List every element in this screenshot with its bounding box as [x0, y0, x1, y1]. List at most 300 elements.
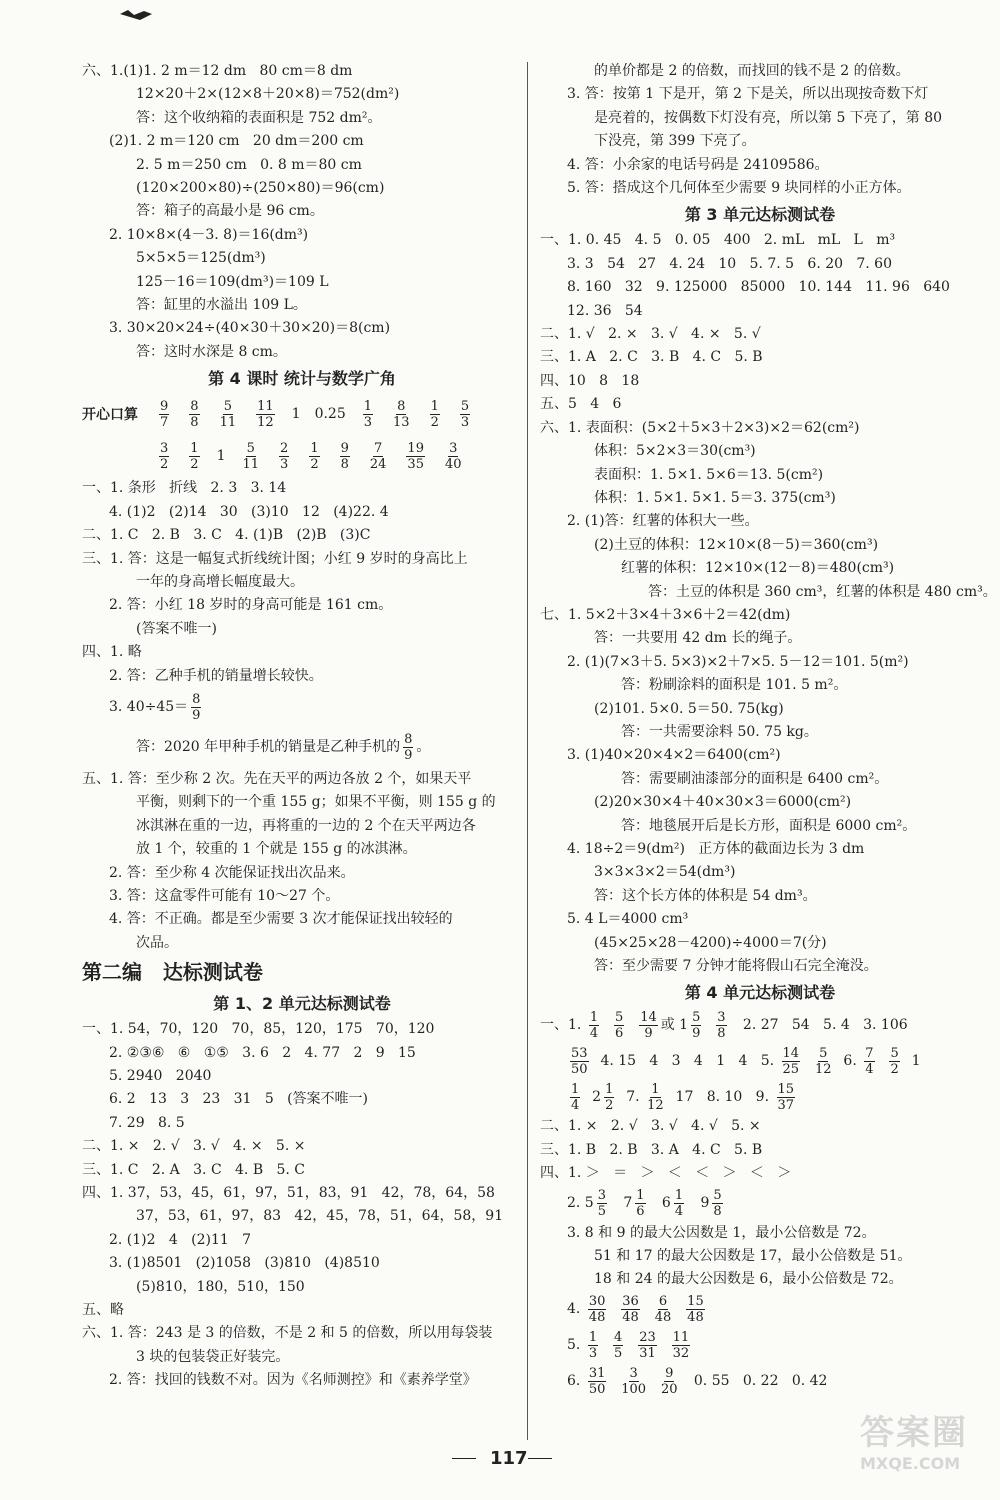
answer-line: 红薯的体积：12×10×(12－8)＝480(cm³)	[621, 560, 895, 577]
answer-line: 冰淇淋在重的一边，再将重的一边的 2 个在天平两边各	[136, 817, 476, 834]
page-number-dash-left	[452, 1458, 476, 1459]
answer-line: 答：这个收纳箱的表面积是 752 dm²。	[136, 109, 382, 126]
fraction	[570, 1082, 580, 1113]
mental-math-answer	[427, 399, 443, 430]
fraction	[460, 399, 470, 430]
fraction	[889, 1046, 899, 1077]
fraction	[674, 1188, 684, 1219]
line-text	[704, 1014, 713, 1037]
numerator: 5	[692, 1009, 701, 1025]
line-text: 或 1	[660, 1016, 689, 1033]
left-column	[82, 60, 522, 1393]
answer-line: 答：这时水深是 8 cm。	[136, 343, 287, 360]
answer-line: 六、1.(1)1. 2 m＝12 dm 80 cm＝8 dm	[82, 63, 353, 79]
mental-math-answer: 1	[291, 406, 301, 423]
answer-line: 二、1. × 2. √ 3. √ 4. √ 5. ×	[540, 1118, 761, 1135]
watermark-main: 答案圈	[860, 1413, 968, 1453]
line-text: 7	[610, 1194, 633, 1211]
fraction	[189, 399, 199, 430]
denominator: 8	[340, 456, 349, 472]
denominator: 35	[407, 456, 424, 472]
denominator: 7	[160, 414, 169, 430]
numerator: 5	[615, 1009, 624, 1025]
numerator: 1	[310, 440, 319, 456]
answer-line: 答：一共需要涂料 50. 75 kg。	[621, 723, 818, 740]
answer-line: 体积：1. 5×1. 5×1. 5＝3. 375(cm³)	[594, 489, 836, 506]
mental-math-answer	[156, 399, 172, 430]
denominator: 48	[654, 1310, 672, 1326]
denominator: 2	[160, 456, 169, 472]
answer-line: 3. 8 和 9 的最大公因数是 1，最小公倍数是 72。	[567, 1224, 876, 1241]
line-text	[878, 1050, 887, 1073]
mental-math-answer	[337, 441, 353, 472]
answer-line: 2. 答：小红 18 岁时的身高可能是 161 cm。	[109, 597, 393, 614]
line-text	[643, 1298, 652, 1321]
fraction	[635, 1188, 645, 1219]
answer-line: 7. 29 8. 5	[109, 1114, 185, 1131]
answer-line: 2. ②③⑥ ⑥ ①⑤ 3. 6 2 4. 77 2 9 15	[109, 1044, 416, 1061]
answer-line: 四、10 8 18	[540, 372, 640, 389]
answer-line: 答：需要刷油漆部分的面积是 6400 cm²。	[621, 770, 889, 787]
numerator: 3	[160, 440, 169, 456]
line-text: 5.	[567, 1337, 585, 1354]
answer-line: 答：土豆的体积是 360 cm³，红薯的体积是 480 cm³。	[648, 583, 997, 600]
fraction	[589, 1010, 599, 1041]
answer-line: 3. (1)40×20×4×2＝6400(cm²)	[567, 747, 781, 764]
answer-line: 3 块的包装袋正好装完。	[136, 1348, 290, 1365]
mental-math-answer	[239, 441, 262, 472]
answer-line: 3. 3 54 27 4. 24 10 5. 7. 5 6. 20 7. 60	[567, 255, 893, 272]
mental-math-answer: 1	[216, 448, 226, 465]
numerator: 5	[460, 398, 470, 414]
answer-line: 一、1. 0. 45 4. 5 0. 05 400 2. mL mL L m³	[540, 232, 896, 249]
mental-math-answer	[217, 399, 240, 430]
fraction	[279, 441, 289, 472]
fraction	[782, 1046, 801, 1077]
answer-line: 一、1. 54，70，120 70，85，120，175 70，120	[82, 1021, 435, 1038]
numerator: 14	[782, 1045, 800, 1061]
numerator: 8	[397, 398, 406, 414]
watermark-url: MXQE.COM	[860, 1454, 961, 1473]
denominator: 37	[777, 1097, 795, 1113]
numerator: 8	[192, 692, 201, 708]
numerator: 7	[374, 440, 383, 456]
numerator: 1	[589, 1009, 599, 1025]
answer-line: 3×3×3×2＝54(dm³)	[594, 864, 736, 881]
answer-line: 平衡，则剩下的一个重 155 g；如果不平衡，则 155 g 的	[136, 794, 496, 811]
answer-line: 二、1. × 2. √ 3. √ 4. × 5. ×	[82, 1138, 306, 1155]
denominator: 6	[615, 1025, 624, 1041]
line-text: 6.	[834, 1052, 862, 1069]
answer-line: 体积：5×2×3＝30(cm³)	[594, 443, 756, 460]
answer-line: 答：缸里的水溢出 109 L。	[136, 297, 307, 314]
line-text	[626, 1334, 635, 1357]
numerator: 1	[190, 440, 199, 456]
line-text	[803, 1050, 812, 1073]
answer-line: 3. (1)8501 (2)1058 (3)810 (4)8510	[109, 1255, 380, 1272]
answer-line: 3. 答：这盒零件可能有 10～27 个。	[109, 887, 340, 904]
denominator: 48	[588, 1310, 606, 1326]
numerator: 3	[629, 1366, 638, 1382]
numerator: 1	[674, 1188, 684, 1204]
denominator: 6	[636, 1204, 645, 1220]
denominator: 4	[589, 1025, 599, 1041]
answer-line	[540, 1043, 980, 1079]
answer-line: 2. 5 m＝250 cm 0. 8 m＝80 cm	[136, 156, 362, 173]
fraction	[406, 441, 425, 472]
answer-line: (5)810，180，510，150	[136, 1278, 305, 1295]
mental-math-label: 开心口算	[82, 407, 138, 424]
denominator: 2	[310, 456, 319, 472]
numerator: 4	[614, 1330, 623, 1346]
answer-line: 3. 答：按第 1 下是开，第 2 下是关，所以出现按奇数下灯	[567, 86, 929, 103]
answer-line: 三、1. B 2. B 3. A 4. C 5. B	[540, 1141, 763, 1158]
line-text	[627, 1014, 636, 1037]
line-text	[660, 1334, 669, 1357]
line-text: 17 8. 10 9.	[666, 1088, 774, 1105]
line-text	[601, 1334, 610, 1357]
denominator: 12	[257, 414, 274, 430]
line-text	[609, 1370, 618, 1393]
line-text: 4. 15 4 3 4 1 4 5.	[591, 1052, 779, 1069]
numerator: 9	[160, 398, 169, 414]
fraction	[393, 399, 410, 430]
denominator: 3	[460, 414, 470, 430]
fraction	[159, 441, 169, 472]
fraction	[445, 441, 462, 472]
denominator: 24	[369, 456, 387, 472]
answer-line: 4. 答：小余家的电话号码是 24109586。	[567, 156, 829, 173]
mental-math-answer	[306, 441, 322, 472]
page-number: 117	[490, 1448, 528, 1469]
denominator: 4	[674, 1204, 684, 1220]
denominator: 2	[430, 414, 439, 430]
denominator: 11	[242, 456, 260, 472]
answer-line: 三、1. C 2. A 3. C 4. B 5. C	[82, 1161, 305, 1178]
numerator: 1	[571, 1081, 580, 1097]
answer-line	[540, 1186, 980, 1222]
answer-line: 四、1. ＞ ＝ ＞ ＜ ＜ ＞ ＜ ＞	[540, 1165, 792, 1182]
mental-math-answer	[457, 399, 473, 430]
fraction	[716, 1010, 726, 1041]
answer-line: (2)1. 2 m＝120 cm 20 dm＝200 cm	[109, 133, 364, 150]
answer-line: 4. 答：不正确。都是至少需要 3 次才能保证找出较轻的	[109, 911, 453, 928]
section-heading: 第 3 单元达标测试卷	[684, 205, 836, 225]
fraction	[655, 1294, 672, 1325]
answer-line: 答：至少需要 7 分钟才能将假山石完全淹没。	[594, 958, 878, 975]
answer-line: 六、1. 答：243 是 3 的倍数，不是 2 和 5 的倍数，所以用每袋装	[82, 1325, 493, 1342]
fraction	[588, 1294, 607, 1325]
answer-line: 2. 答：乙种手机的销量增长较快。	[109, 667, 323, 684]
fraction	[712, 1188, 722, 1219]
answer-line: 18 和 24 的最大公因数是 6，最小公倍数是 72。	[594, 1271, 903, 1288]
answer-line: 次品。	[136, 934, 178, 951]
fraction	[672, 1330, 691, 1361]
denominator: 50	[588, 1382, 606, 1398]
answer-line: 12. 36 54	[567, 302, 643, 319]
mental-math-answer	[276, 441, 292, 472]
fraction	[588, 1330, 598, 1361]
denominator: 2	[890, 1061, 899, 1077]
line-text: 4.	[567, 1301, 585, 1318]
line-text: 1	[902, 1052, 921, 1069]
denominator: 5	[614, 1346, 623, 1362]
fraction	[621, 1366, 646, 1397]
fraction	[815, 1046, 832, 1077]
numerator: 14	[640, 1009, 657, 1025]
answer-line: 的单价都是 2 的倍数，而找回的钱不是 2 的倍数。	[594, 63, 910, 79]
answer-line: 2. (1)(7×3＋5. 5×3)×2＋7×5. 5－12＝101. 5(m²)	[567, 653, 909, 670]
fraction	[639, 1010, 658, 1041]
line-text: 6.	[567, 1373, 585, 1390]
numerator: 11	[672, 1330, 690, 1346]
numerator: 1	[363, 398, 373, 414]
answer-line	[540, 1079, 980, 1115]
numerator: 3	[449, 440, 458, 456]
answer-line: 2. 答：找回的钱数不对。因为《名师测控》和《素养学堂》	[109, 1372, 477, 1389]
numerator: 6	[658, 1294, 668, 1310]
mental-math-row	[82, 393, 522, 435]
mental-math-answer	[186, 399, 202, 430]
numerator: 19	[407, 440, 424, 456]
denominator: 25	[782, 1061, 800, 1077]
line-text: 7.	[617, 1088, 645, 1105]
fraction	[363, 399, 373, 430]
answer-line: 12×20＋2×(12×8＋20×8)＝752(dm²)	[136, 86, 400, 103]
answer-line: 是亮着的，按偶数下灯没有亮，所以第 5 下亮了，第 80	[594, 109, 943, 126]
denominator: 11	[219, 414, 237, 430]
answer-line: 6. 2 13 3 23 31 5 (答案不唯一)	[109, 1091, 368, 1108]
mental-math-row	[82, 435, 522, 477]
answer-line: (120×200×80)÷(250×80)＝96(cm)	[136, 180, 385, 197]
denominator: 8	[713, 1204, 722, 1220]
denominator: 8	[717, 1025, 726, 1041]
denominator: 48	[622, 1310, 639, 1326]
section-heading: 第 4 课时 统计与数学广角	[208, 369, 396, 389]
denominator: 20	[661, 1382, 678, 1398]
answer-line: 一、1. 条形 折线 2. 3 3. 14	[82, 480, 287, 497]
answer-line: 三、1. A 2. C 3. B 4. C 5. B	[540, 349, 763, 366]
section-heading: 第 1、2 单元达标测试卷	[213, 994, 391, 1014]
numerator: 2	[280, 440, 289, 456]
numerator: 3	[597, 1188, 606, 1204]
answer-line	[540, 1007, 980, 1043]
numerator: 1	[588, 1330, 598, 1346]
answer-line: 四、1. 37，53，45，61，97，51，83，91 42，78，64，58	[82, 1185, 495, 1202]
answer-line: 125－16＝109(dm³)＝109 L	[136, 273, 329, 290]
answer-line: 五、1. 答：至少称 2 次。先在天平的两边各放 2 个，如果天平	[82, 770, 472, 787]
answer-line: (2)101. 5×0. 5＝50. 75(kg)	[594, 700, 784, 717]
fraction	[604, 1082, 614, 1113]
line-text: 6	[648, 1194, 671, 1211]
line-text: 9	[687, 1194, 710, 1211]
answer-line: 答：粉刷涂料的面积是 101. 5 m²。	[621, 677, 848, 694]
answer-line: 答：一共要用 42 dm 长的绳子。	[594, 630, 802, 647]
line-text	[649, 1370, 658, 1393]
numerator: 31	[588, 1366, 606, 1382]
mental-math-answer	[186, 441, 202, 472]
fraction	[191, 692, 201, 723]
fraction	[597, 1188, 607, 1219]
line-text: 2. 27 54 5. 4 3. 106	[729, 1016, 908, 1033]
answer-line	[82, 728, 522, 768]
fraction	[340, 441, 350, 472]
answer-line	[540, 1364, 980, 1400]
denominator: 9	[692, 1025, 701, 1041]
numerator: 5	[890, 1045, 899, 1061]
answer-line: 三、1. 答：这是一幅复式折线统计图；小红 9 岁时的身高比上	[82, 550, 468, 567]
answer-line: 六、1. 表面积：(5×2＋5×3＋2×3)×2＝62(cm²)	[540, 419, 860, 436]
numerator: 5	[713, 1188, 722, 1204]
numerator: 5	[246, 440, 255, 456]
denominator: 48	[687, 1310, 704, 1326]
mental-math-answer	[156, 441, 172, 472]
fraction	[864, 1046, 874, 1077]
fraction	[570, 1046, 589, 1077]
fraction	[309, 441, 319, 472]
fraction	[403, 732, 413, 763]
answer-line: 51 和 17 的最大公因数是 17，最小公倍数是 51。	[594, 1248, 912, 1265]
answer-line: (2)土豆的体积：12×10×(8－5)＝360(cm³)	[594, 536, 879, 553]
answer-line: 下没亮，第 399 下亮了。	[594, 133, 756, 150]
fraction	[370, 441, 387, 472]
numerator: 36	[622, 1294, 639, 1310]
answer-line: 一年的身高增长幅度最大。	[136, 573, 304, 590]
numerator: 8	[190, 398, 199, 414]
mental-math-answer	[442, 441, 465, 472]
fraction	[647, 1082, 664, 1113]
numerator: 1	[430, 398, 439, 414]
denominator: 40	[444, 456, 462, 472]
answer-line: 5×5×5＝125(dm³)	[136, 250, 266, 267]
denominator: 50	[571, 1061, 588, 1077]
answer-line	[540, 1292, 980, 1328]
answer-line: 答：箱子的高最小是 96 cm。	[136, 203, 324, 220]
answer-line: (答案不唯一)	[136, 620, 217, 637]
line-text: 0. 55 0. 22 0. 42	[680, 1373, 828, 1390]
answer-line: 37，53，61，97，83 42，45，78，51，64，58，91	[136, 1208, 504, 1225]
answer-line: 2. 答：至少称 4 次能保证找出次品来。	[109, 864, 355, 881]
column-divider	[527, 62, 528, 1440]
denominator: 2	[190, 456, 199, 472]
numerator: 23	[639, 1330, 656, 1346]
answer-line: 七、1. 5×2＋3×4＋3×6＋2＝42(dm)	[540, 606, 791, 623]
denominator: 9	[644, 1025, 653, 1041]
answer-line: 二、1. C 2. B 3. C 4. (1)B (2)B (3)C	[82, 527, 371, 544]
answer-line: 答：这个长方体的体积是 54 dm³。	[594, 887, 817, 904]
fraction	[159, 399, 169, 430]
answer-line: 4. 18÷2＝9(dm²) 正方体的截面边长为 3 dm	[567, 841, 865, 857]
numerator: 5	[819, 1045, 828, 1061]
mental-math-answer	[390, 399, 413, 430]
answer-line: 2. (1)答：红薯的体积大一些。	[567, 513, 759, 530]
fraction	[588, 1366, 607, 1397]
numerator: 1	[605, 1081, 614, 1097]
numerator: 9	[340, 440, 349, 456]
numerator: 53	[571, 1045, 588, 1061]
denominator: 3	[280, 456, 289, 472]
watermark	[860, 1405, 990, 1491]
denominator: 8	[190, 414, 199, 430]
numerator: 5	[223, 398, 232, 414]
denominator: 3	[588, 1346, 598, 1362]
numerator: 1	[651, 1081, 660, 1097]
fraction	[613, 1330, 623, 1361]
mental-math-answer	[367, 441, 390, 472]
page-number-dash-right	[528, 1458, 552, 1459]
answer-line: 2. 10×8×(4－3. 8)＝16(dm³)	[109, 226, 309, 243]
fraction	[638, 1330, 657, 1361]
line-text	[674, 1298, 683, 1321]
numerator: 30	[588, 1294, 606, 1310]
denominator: 12	[647, 1097, 664, 1113]
answer-line: (45×25×28－4200)÷4000＝7(分)	[594, 934, 827, 951]
answer-line: 5. 4 L＝4000 cm³	[567, 911, 689, 928]
answer-line: 五、5 4 6	[540, 396, 622, 413]
fraction	[256, 399, 275, 430]
answer-line: 五、略	[82, 1302, 124, 1319]
mental-math-answer	[253, 399, 278, 430]
denominator: 3	[363, 414, 373, 430]
fraction	[661, 1366, 678, 1397]
numerator: 8	[404, 732, 413, 748]
answer-line: 表面积：1. 5×1. 5×6＝13. 5(cm²)	[594, 466, 824, 483]
fraction	[686, 1294, 705, 1325]
answer-line: 5. 2940 2040	[109, 1068, 212, 1084]
line-text: 3. 40÷45＝	[109, 699, 189, 716]
answer-line: 3. 30×20×24÷(40×30＋30×20)＝8(cm)	[109, 320, 391, 337]
answer-line: 8. 160 32 9. 125000 85000 10. 144 11. 96 640	[567, 279, 950, 296]
line-text: 2. 5	[567, 1194, 594, 1211]
denominator: 4	[865, 1061, 874, 1077]
fraction	[777, 1082, 796, 1113]
numerator: 15	[687, 1294, 704, 1310]
denominator: 9	[192, 708, 201, 724]
fraction	[189, 441, 199, 472]
line-text: 答：2020 年甲种手机的销量是乙种手机的	[136, 739, 401, 756]
answer-line: 四、1. 略	[82, 644, 142, 661]
denominator: 13	[393, 414, 410, 430]
answer-line: 5. 答：搭成这个几何体至少需要 9 块同样的小正方体。	[567, 180, 911, 197]
mental-math-answer: 0.25	[314, 406, 346, 423]
fraction	[242, 441, 259, 472]
numerator: 1	[636, 1188, 645, 1204]
numerator: 7	[865, 1045, 874, 1061]
denominator: 100	[621, 1382, 647, 1398]
answer-line: 2. (1)2 4 (2)11 7	[109, 1231, 252, 1248]
fraction	[691, 1010, 701, 1041]
line-text	[602, 1014, 611, 1037]
corner-mark	[118, 6, 158, 28]
answer-line	[540, 1328, 980, 1364]
numerator: 15	[777, 1081, 795, 1097]
fraction	[621, 1294, 640, 1325]
fraction	[220, 399, 237, 430]
mental-math-answer	[403, 441, 428, 472]
section-heading: 第 4 单元达标测试卷	[684, 983, 836, 1003]
answer-line: 二、1. √ 2. × 3. √ 4. × 5. √	[540, 326, 761, 343]
fraction	[614, 1010, 624, 1041]
answer-line: 答：地毯展开后是长方形，面积是 6000 cm²。	[621, 817, 917, 834]
mental-math-answer	[360, 399, 376, 430]
line-text: 一、1.	[540, 1016, 586, 1033]
part-heading: 第二编 达标测试卷	[82, 960, 263, 985]
right-column	[540, 60, 997, 1400]
answer-line: 4. (1)2 (2)14 30 (3)10 12 (4)22. 4	[109, 503, 389, 520]
denominator: 5	[597, 1204, 606, 1220]
line-text: 2	[583, 1088, 602, 1105]
denominator: 2	[605, 1097, 614, 1113]
